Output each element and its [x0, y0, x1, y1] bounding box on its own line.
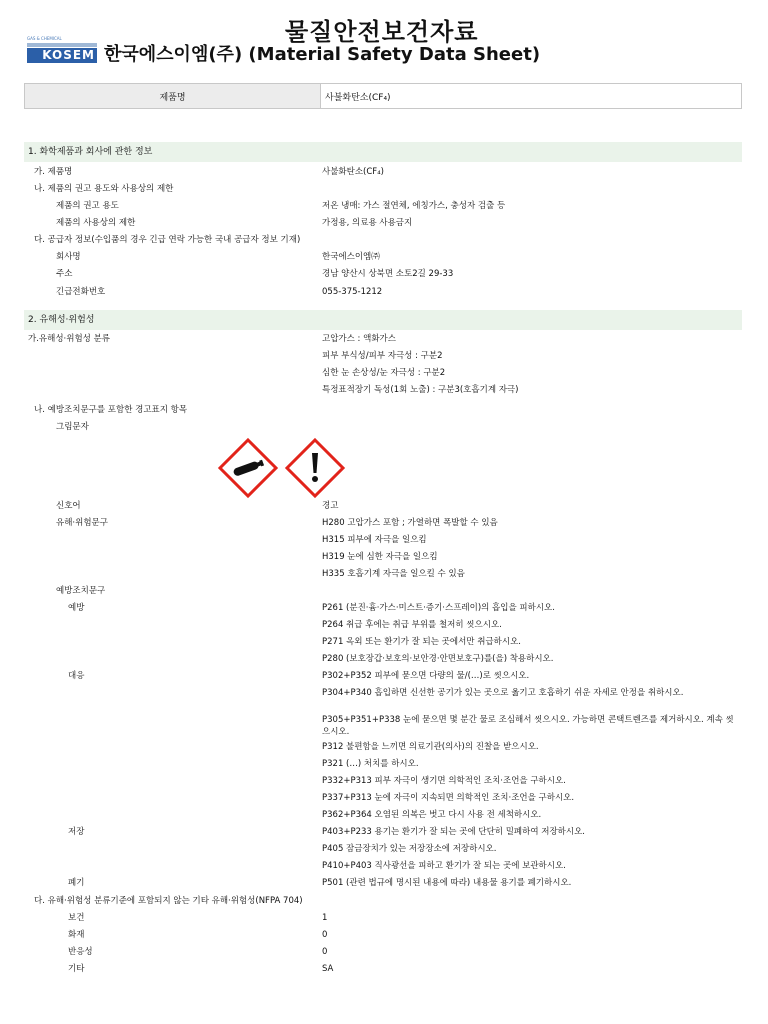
nfpa-health-value: 1	[322, 913, 328, 923]
nfpa-health-label: 보건	[68, 913, 85, 923]
response-label: 대응	[68, 671, 85, 681]
section-1-header: 1. 화학제품과 회사에 관한 정보	[24, 142, 742, 162]
response-statement-7: P337+P313 눈에 자극이 지속되면 의학적인 조치·조언을 구하시오.	[322, 793, 575, 803]
response-statement-3: P305+P351+P338 눈에 묻으면 몇 분간 물로 조심해서 씻으시오. 가능하면 콘택트렌즈를 제거하시오. 계속 씻으시오.	[322, 715, 734, 737]
product-name-label: 제품명	[25, 84, 321, 108]
classification-value-1: 고압가스 : 액화가스	[322, 334, 396, 344]
nfpa-other-label: 기타	[68, 964, 85, 974]
signal-word-value: 경고	[322, 501, 339, 511]
exclamation-mark-icon	[287, 440, 343, 496]
prevention-statement-1: P261 (분진·흄·가스·미스트·증기·스프레이)의 흡입을 피하시오.	[322, 603, 555, 613]
use-restriction-label: 제품의 사용상의 제한	[56, 218, 136, 228]
supplier-info-heading: 다. 공급자 정보(수입품의 경우 긴급 연락 가능한 국내 공급자 정보 기재)	[34, 235, 301, 245]
response-statement-1: P302+P352 피부에 묻으면 다량의 물/(…)로 씻으시오.	[322, 671, 530, 681]
classification-label: 가.유해성·위험성 분류	[28, 334, 111, 344]
section-2-header: 2. 유해성·위험성	[24, 310, 742, 330]
nfpa-fire-label: 화재	[68, 930, 85, 940]
prevention-label: 예방	[68, 603, 85, 613]
address-value: 경남 양산시 상북면 소토2길 29-33	[322, 269, 454, 279]
product-name-box	[24, 83, 742, 109]
storage-statement-3: P410+P403 직사광선을 피하고 환기가 잘 되는 곳에 보관하시오.	[322, 861, 566, 871]
nfpa-reactivity-label: 반응성	[68, 947, 93, 957]
hazard-statement-1: H280 고압가스 포함 ; 가열하면 폭발할 수 있음	[322, 518, 498, 528]
recommended-use-value: 저온 냉매: 가스 절연체, 에칭가스, 충성자 검출 등	[322, 201, 506, 211]
use-restriction-value: 가정용, 의료용 사용금지	[322, 218, 413, 228]
prevention-statement-4: P280 (보호장갑·보호의·보안경·안면보호구)를(을) 착용하시오.	[322, 654, 554, 664]
storage-statement-1: P403+P233 용기는 환기가 잘 되는 곳에 단단히 밀폐하여 저장하시오.	[322, 827, 585, 837]
product-name-row-label: 가. 제품명	[34, 167, 73, 177]
logo-wordmark: KOSEM	[27, 48, 97, 63]
document-header	[0, 0, 768, 76]
response-statement-8: P362+P364 오염된 의복은 벗고 다시 사용 전 세척하시오.	[322, 810, 542, 820]
disposal-label: 폐기	[68, 878, 85, 888]
response-statement-2: P304+P340 흡입하면 신선한 공기가 있는 곳으로 옮기고 호흡하기 쉬운 자세로 안정을 취하시오.	[322, 688, 684, 698]
disposal-statement-1: P501 (관련 법규에 명시된 내용에 따라) 내용물 용기를 폐기하시오.	[322, 878, 572, 888]
product-name-value: 사불화탄소(CF₄)	[325, 92, 391, 103]
document-title: 물질안전보건자료	[285, 18, 479, 46]
hazard-statements-label: 유해·위험문구	[56, 518, 108, 528]
company-name-label: 회사명	[56, 252, 81, 262]
company-name-value: 한국에스이엠㈜	[322, 252, 380, 262]
recommended-use-label: 제품의 권고 용도	[56, 201, 119, 211]
signal-word-label: 신호어	[56, 501, 81, 511]
storage-label: 저장	[68, 827, 85, 837]
pictogram-label: 그림문자	[56, 422, 89, 432]
address-label: 주소	[56, 269, 73, 279]
company-logo	[27, 36, 97, 64]
prevention-statement-3: P271 옥외 또는 환기가 잘 되는 곳에서만 취급하시오.	[322, 637, 521, 647]
prevention-statement-2: P264 취급 후에는 취급 부위를 철저히 씻으시오.	[322, 620, 502, 630]
ghs-pictograms	[217, 437, 347, 499]
company-name: 한국에스이엠(주) (Material Safety Data Sheet)	[104, 44, 541, 65]
hazard-statement-3: H319 눈에 심한 자극을 일으킴	[322, 552, 438, 562]
response-statement-4: P312 불편함을 느끼면 의료기관(의사)의 진찰을 받으시오.	[322, 742, 539, 752]
gas-cylinder-icon	[220, 440, 276, 496]
emergency-phone-value: 055-375-1212	[322, 287, 383, 297]
logo-stripe	[27, 43, 97, 47]
nfpa-other-value: SA	[322, 964, 334, 974]
classification-value-4: 특정표적장기 독성(1회 노출) : 구분3(호흡기계 자극)	[322, 385, 519, 395]
classification-value-3: 심한 눈 손상성/눈 자극성 : 구분2	[322, 368, 446, 378]
emergency-phone-label: 긴급전화번호	[56, 287, 106, 297]
storage-statement-2: P405 잠금장치가 있는 저장장소에 저장하시오.	[322, 844, 497, 854]
nfpa-fire-value: 0	[322, 930, 328, 940]
nfpa-reactivity-value: 0	[322, 947, 328, 957]
hazard-statement-2: H315 피부에 자극을 일으킴	[322, 535, 427, 545]
other-hazards-heading: 다. 유해·위험성 분류기준에 포함되지 않는 기타 유해·위험성(NFPA 704)	[34, 896, 303, 906]
use-restriction-heading: 나. 제품의 권고 용도와 사용상의 제한	[34, 184, 174, 194]
precautionary-label: 예방조치문구	[56, 586, 106, 596]
hazard-statement-4: H335 호흡기계 자극을 일으킬 수 있음	[322, 569, 465, 579]
classification-value-2: 피부 부식성/피부 자극성 : 구분2	[322, 351, 443, 361]
logo-tagline: GAS & CHEMICAL	[27, 36, 62, 41]
label-elements-heading: 나. 예방조치문구를 포함한 경고표지 항목	[34, 405, 188, 415]
response-statement-5: P321 (…) 처치를 하시오.	[322, 759, 419, 769]
product-name-row-value: 사불화탄소(CF₄)	[322, 167, 384, 177]
response-statement-6: P332+P313 피부 자극이 생기면 의학적인 조치·조언을 구하시오.	[322, 776, 566, 786]
